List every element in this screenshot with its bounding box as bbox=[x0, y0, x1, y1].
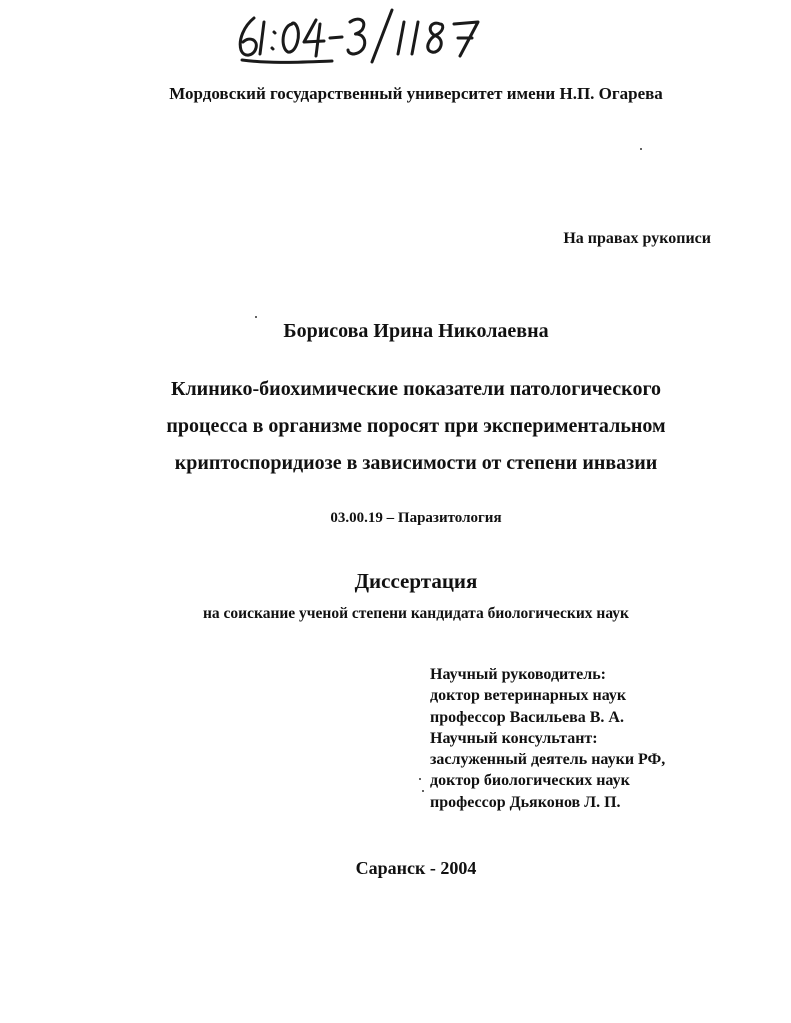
title-line: Клинико-биохимические показатели патологического bbox=[170, 378, 662, 400]
scan-speck bbox=[640, 148, 642, 150]
supervisor-line: профессор Дьяконов Л. П. bbox=[430, 793, 621, 811]
supervisors-block bbox=[430, 664, 665, 813]
handwritten-catalog-number bbox=[232, 4, 532, 68]
scan-speck bbox=[422, 790, 424, 792]
document-type: Диссертация bbox=[354, 569, 478, 593]
city-year: Саранск - 2004 bbox=[355, 858, 477, 878]
handwritten-number-drawing bbox=[232, 4, 532, 68]
title-line: криптоспоридиозе в зависимости от степени инвазии bbox=[174, 452, 658, 474]
scan-speck bbox=[419, 778, 421, 780]
scan-speck bbox=[255, 316, 257, 318]
supervisor-line: профессор Васильева В. А. bbox=[430, 708, 624, 726]
supervisor-line: доктор биологических наук bbox=[430, 772, 630, 790]
supervisor-line: Научный руководитель: bbox=[430, 666, 606, 683]
author-name: Борисова Ирина Николаевна bbox=[283, 320, 549, 342]
manuscript-note: На правах рукописи bbox=[563, 230, 711, 247]
supervisor-line: Научный консультант: bbox=[430, 729, 598, 747]
title-line: процесса в организме поросят при экспериментальном bbox=[166, 415, 666, 437]
supervisor-line: заслуженный деятель науки РФ, bbox=[430, 751, 666, 769]
supervisor-line: доктор ветеринарных наук bbox=[430, 687, 627, 705]
dissertation-title bbox=[0, 371, 791, 482]
specialty-code: 03.00.19 – Паразитология bbox=[330, 510, 502, 526]
university-name: Мордовский государственный университет имени Н.П. Огарева bbox=[169, 84, 663, 103]
degree-description: на соискание ученой степени кандидата биологических наук bbox=[203, 605, 629, 622]
